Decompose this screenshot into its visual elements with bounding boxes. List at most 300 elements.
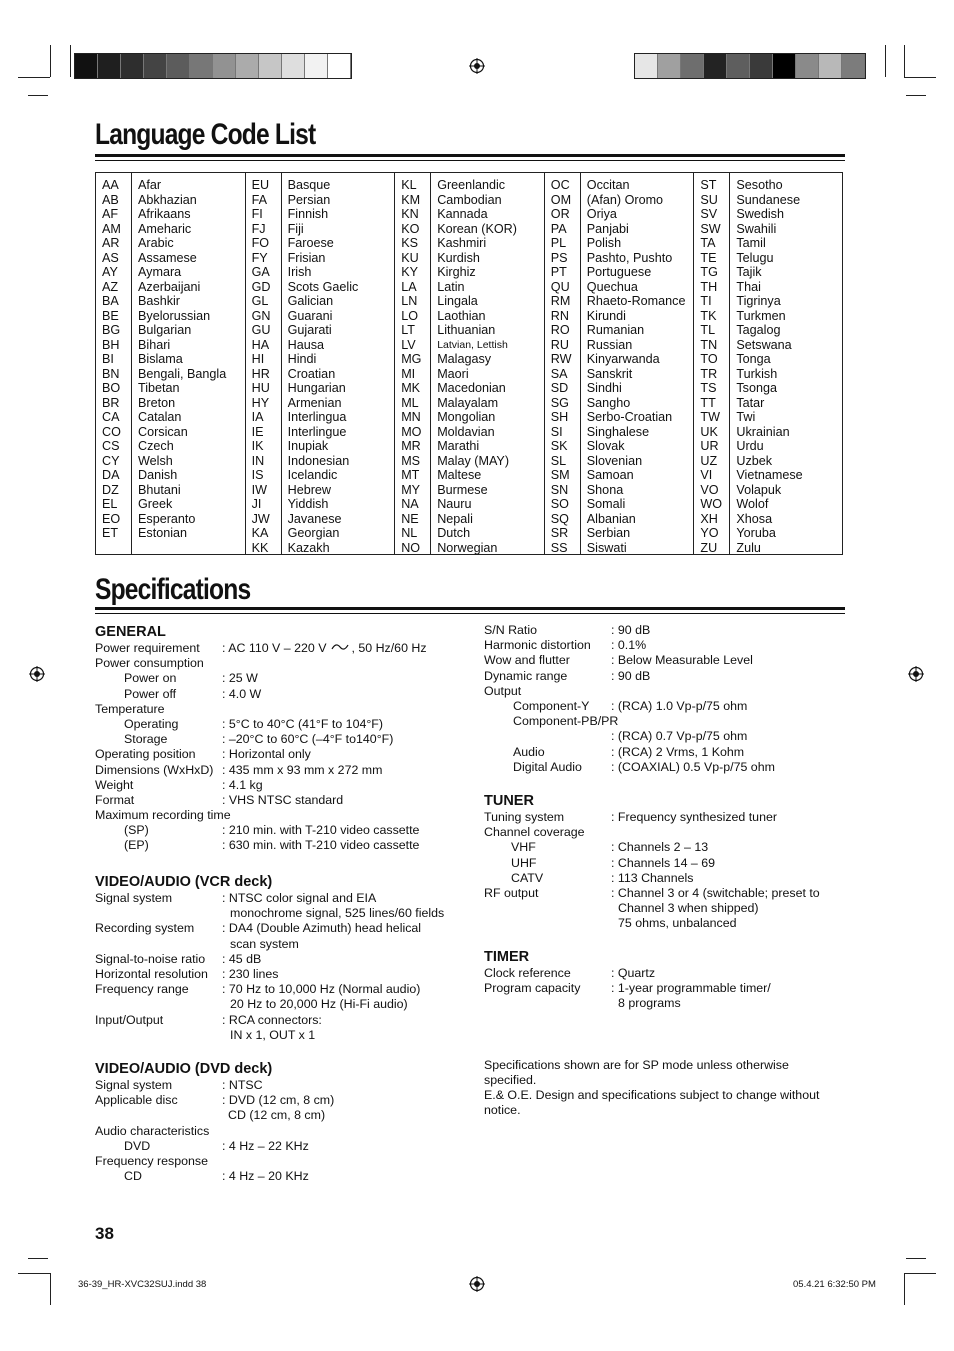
spec-label: Harmonic distortion xyxy=(484,638,591,653)
spec-row xyxy=(484,825,844,840)
color-swatch xyxy=(681,54,704,78)
spec-note: Specifications shown are for SP mode unless otherwise specified. xyxy=(484,1058,789,1088)
spec-row xyxy=(484,901,844,916)
spec-label: CATV xyxy=(511,870,544,885)
language-code: KY xyxy=(401,265,418,279)
language-name: Estonian xyxy=(138,526,188,540)
general-heading: GENERAL xyxy=(95,624,166,640)
spec-value xyxy=(222,793,343,808)
spec-value xyxy=(222,921,421,936)
spec-label: Weight xyxy=(95,777,134,792)
spec-label: Dynamic range xyxy=(484,668,568,683)
language-code-column xyxy=(395,173,431,554)
language-code: AS xyxy=(102,250,119,265)
language-code: KS xyxy=(401,236,418,250)
language-code: TO xyxy=(700,352,718,366)
language-code: SD xyxy=(550,381,569,395)
spec-value xyxy=(222,891,376,906)
language-code: MT xyxy=(401,468,420,482)
language-name: Georgian xyxy=(287,526,340,540)
language-code: TA xyxy=(700,236,716,250)
language-code: HR xyxy=(251,366,270,381)
spec-value xyxy=(222,1013,322,1028)
spec-label: Audio characteristics xyxy=(95,1123,210,1138)
spec-value-text: : AC 110 V – 220 V xyxy=(222,641,327,655)
spec-label: UHF xyxy=(511,855,537,870)
language-name: Kurdish xyxy=(437,250,480,265)
language-name: Czech xyxy=(138,439,174,453)
language-name: Tonga xyxy=(736,352,771,366)
registration-mark-icon xyxy=(29,666,45,682)
spec-label: Channel coverage xyxy=(484,825,585,840)
language-code: FJ xyxy=(251,221,266,236)
language-name: Kashmiri xyxy=(437,236,487,250)
spec-label: Output xyxy=(484,683,522,698)
language-name: Korean (KOR) xyxy=(437,221,517,236)
language-code: LN xyxy=(401,294,418,308)
language-code: CO xyxy=(102,424,121,439)
registration-mark-icon xyxy=(469,58,485,74)
language-code: NA xyxy=(401,497,419,511)
spec-label: (SP) xyxy=(124,823,149,838)
language-code: AZ xyxy=(102,279,119,294)
language-group xyxy=(395,173,545,554)
spec-value-text: Channel 3 when shipped) xyxy=(618,901,759,916)
language-code: OR xyxy=(550,207,570,221)
language-name-column xyxy=(431,173,517,554)
language-code: YO xyxy=(700,526,719,540)
language-name: Kinyarwanda xyxy=(586,352,660,366)
language-name: Rhaeto-Romance xyxy=(586,294,686,308)
spec-row xyxy=(95,967,475,982)
language-code: CS xyxy=(102,439,120,453)
language-name: Frisian xyxy=(287,250,326,265)
language-name: Inupiak xyxy=(287,439,329,453)
language-code: BO xyxy=(102,381,121,395)
language-code: SI xyxy=(550,424,563,439)
spec-value xyxy=(611,981,771,996)
language-code: MG xyxy=(401,352,422,366)
color-swatch xyxy=(305,54,328,78)
language-code: KK xyxy=(251,540,269,555)
spec-value xyxy=(611,638,646,653)
language-name: Afar xyxy=(138,178,162,192)
language-code: NE xyxy=(401,511,419,526)
spec-row xyxy=(95,641,475,656)
spec-label: Digital Audio xyxy=(513,759,582,774)
audio-spec-list xyxy=(484,623,844,775)
spec-label: Format xyxy=(95,792,135,807)
language-name: Galician xyxy=(287,294,334,308)
spec-row xyxy=(484,916,844,931)
spec-label: DVD xyxy=(124,1138,151,1153)
language-code: MO xyxy=(401,424,422,439)
spec-value xyxy=(222,717,383,732)
spec-label: Input/Output xyxy=(95,1012,164,1027)
spec-label: Signal system xyxy=(95,891,173,905)
language-code: VO xyxy=(700,482,719,497)
spec-value-text: : Frequency synthesized tuner xyxy=(611,810,777,824)
language-code: OC xyxy=(550,178,570,192)
spec-value xyxy=(222,671,258,686)
language-code: ST xyxy=(700,178,717,192)
spec-label: Audio xyxy=(513,744,545,759)
language-code: GU xyxy=(251,323,271,337)
spec-label: RF output xyxy=(484,885,539,900)
spec-value xyxy=(611,623,650,638)
language-code: XH xyxy=(700,511,718,526)
color-swatch xyxy=(259,54,282,78)
language-name: Sesotho xyxy=(736,178,783,192)
language-name: Malayalam xyxy=(437,395,499,410)
language-code: FA xyxy=(251,192,267,207)
language-code: LV xyxy=(401,337,416,352)
language-code: CY xyxy=(102,453,120,468)
spec-row xyxy=(95,747,475,762)
language-code: MK xyxy=(401,381,421,395)
vcr-deck-heading: VIDEO/AUDIO (VCR deck) xyxy=(95,874,273,890)
language-name: Hungarian xyxy=(287,381,346,395)
language-name: Greenlandic xyxy=(437,178,506,192)
spec-value xyxy=(222,1139,309,1154)
language-name: Nepali xyxy=(437,511,473,526)
language-name: Sundanese xyxy=(736,192,801,207)
spec-value-text: : 210 min. with T-210 video cassette xyxy=(222,823,420,838)
language-name: Finnish xyxy=(287,207,329,221)
language-code: KM xyxy=(401,192,421,207)
language-code: GL xyxy=(251,294,269,308)
language-name: Macedonian xyxy=(437,381,506,395)
color-swatch xyxy=(282,54,305,78)
spec-row xyxy=(95,838,475,853)
color-swatch xyxy=(773,54,796,78)
language-code: MS xyxy=(401,453,421,468)
language-name: Hausa xyxy=(287,337,324,352)
spec-value xyxy=(618,996,681,1011)
spec-row xyxy=(484,871,844,886)
spec-value-text: : (RCA) 1.0 Vp-p/75 ohm xyxy=(611,698,748,713)
footer-filename: 36-39_HR-XVC32SUJ.indd 38 xyxy=(78,1279,207,1290)
spec-row xyxy=(484,699,844,714)
language-name: Yiddish xyxy=(287,497,329,511)
language-code: IS xyxy=(251,468,264,482)
spec-row xyxy=(484,653,844,668)
spec-value xyxy=(611,729,747,744)
language-code: TH xyxy=(700,279,718,294)
language-code: AA xyxy=(102,178,119,192)
spec-row xyxy=(95,1139,475,1154)
language-code: EU xyxy=(251,178,270,192)
spec-label: Horizontal resolution xyxy=(95,966,208,981)
language-name: Latin xyxy=(437,279,465,294)
language-name: Thai xyxy=(736,279,761,294)
spec-value xyxy=(618,916,737,931)
language-name: Tigrinya xyxy=(736,294,781,308)
color-swatch xyxy=(98,54,121,78)
language-name: Rumanian xyxy=(586,323,645,337)
language-name: (Afan) Oromo xyxy=(586,192,664,207)
language-code: TG xyxy=(700,265,718,279)
spec-value-text: : 90 dB xyxy=(611,623,651,637)
language-code: SS xyxy=(550,540,568,555)
language-code: SW xyxy=(700,221,721,236)
spec-value xyxy=(222,1078,263,1093)
spec-value-text: : 1-year programmable timer/ xyxy=(611,981,771,996)
language-code: BR xyxy=(102,395,120,410)
spec-value-text: : Channel 3 or 4 (switchable; preset to xyxy=(611,885,820,900)
spec-row xyxy=(95,1013,475,1028)
language-code-column xyxy=(694,173,730,554)
language-name: Tibetan xyxy=(138,381,180,395)
language-code: LO xyxy=(401,308,418,323)
language-name: Samoan xyxy=(586,468,634,482)
language-code: SL xyxy=(550,453,567,468)
language-name: Danish xyxy=(138,468,178,482)
language-code: HY xyxy=(251,395,270,410)
spec-label: Wow and flutter xyxy=(484,653,570,668)
language-code: TT xyxy=(700,395,716,410)
color-swatch xyxy=(328,54,351,78)
language-code: IA xyxy=(251,410,264,424)
language-name: Oriya xyxy=(586,207,617,221)
spec-value xyxy=(222,641,427,656)
spec-value xyxy=(230,997,408,1012)
color-calibration-bar-right xyxy=(634,53,866,79)
language-name: Lithuanian xyxy=(437,323,496,337)
spec-value xyxy=(230,937,299,952)
color-swatch xyxy=(796,54,819,78)
language-code: TI xyxy=(700,294,712,308)
language-name: Byelorussian xyxy=(138,308,211,323)
timer-spec-list xyxy=(484,966,844,1012)
footer-timestamp: 05.4.21 6:32:50 PM xyxy=(793,1279,876,1290)
language-name: Gujarati xyxy=(287,323,332,337)
spec-value xyxy=(222,1093,334,1108)
language-name: Bulgarian xyxy=(138,323,192,337)
language-code-list-heading: Language Code List xyxy=(95,118,316,151)
language-code: ET xyxy=(102,526,119,540)
spec-label: Component-Y xyxy=(513,698,590,713)
spec-value-text: : 4 Hz – 20 KHz xyxy=(222,1169,309,1184)
language-code: BE xyxy=(102,308,119,323)
spec-label: Tuning system xyxy=(484,810,565,824)
spec-row xyxy=(95,937,475,952)
spec-row xyxy=(95,732,475,747)
spec-row xyxy=(484,996,844,1011)
language-code: SV xyxy=(700,207,718,221)
page-number: 38 xyxy=(95,1224,114,1243)
language-name: Croatian xyxy=(287,366,336,381)
language-code: IN xyxy=(251,453,265,468)
language-name: Tajik xyxy=(736,265,762,279)
language-name: Zulu xyxy=(736,540,761,555)
spec-value-text: : DVD (12 cm, 8 cm) xyxy=(222,1093,335,1108)
language-name: Siswati xyxy=(586,540,627,555)
language-name: Sindhi xyxy=(586,381,622,395)
spec-row xyxy=(95,1078,475,1093)
language-name: Burmese xyxy=(437,482,488,497)
spec-value xyxy=(222,1169,309,1184)
spec-label: Operating position xyxy=(95,747,196,762)
spec-value xyxy=(611,745,744,760)
spec-value-text: : NTSC color signal and EIA xyxy=(222,891,377,905)
language-code: MN xyxy=(401,410,421,424)
color-swatch xyxy=(658,54,681,78)
registration-mark-icon xyxy=(469,1276,485,1292)
language-code: AY xyxy=(102,265,118,279)
spec-value xyxy=(230,1028,315,1043)
general-spec-list xyxy=(95,641,475,854)
language-name: Bengali, Bangla xyxy=(138,366,227,381)
spec-label: Power on xyxy=(124,671,177,686)
language-name: Sanskrit xyxy=(586,366,633,381)
spec-note: E.& O.E. Design and specifications subject to change without notice. xyxy=(484,1088,820,1118)
color-swatch xyxy=(213,54,236,78)
language-name: Swedish xyxy=(736,207,784,221)
language-name: Singhalese xyxy=(586,424,650,439)
language-code: KU xyxy=(401,250,419,265)
language-name: Occitan xyxy=(586,178,630,192)
language-name: Guarani xyxy=(287,308,333,323)
language-name: Xhosa xyxy=(736,511,773,526)
language-name: Esperanto xyxy=(138,511,196,526)
language-code: UK xyxy=(700,424,718,439)
language-name: Interlingua xyxy=(287,410,347,424)
language-code: KA xyxy=(251,526,269,540)
spec-value-text: IN x 1, OUT x 1 xyxy=(230,1027,316,1042)
language-code: RN xyxy=(550,308,569,323)
spec-row xyxy=(95,1108,475,1123)
language-name: Javanese xyxy=(287,511,342,526)
language-name: Panjabi xyxy=(586,221,629,236)
language-name: Wolof xyxy=(736,497,769,511)
language-name: Maltese xyxy=(437,468,482,482)
spec-row xyxy=(484,966,844,981)
language-code: UR xyxy=(700,439,719,453)
language-code: TW xyxy=(700,410,720,424)
color-swatch xyxy=(190,54,213,78)
spec-row xyxy=(484,810,844,825)
language-name: Kirundi xyxy=(586,308,626,323)
language-code: SG xyxy=(550,395,569,410)
spec-value-text: scan system xyxy=(230,936,299,951)
spec-label: CD xyxy=(124,1169,142,1184)
timer-heading: TIMER xyxy=(484,949,530,965)
language-name: Corsican xyxy=(138,424,188,439)
spec-row xyxy=(484,638,844,653)
language-code: LA xyxy=(401,279,417,294)
language-name: Bashkir xyxy=(138,294,180,308)
spec-value-text: : 630 min. with T-210 video cassette xyxy=(222,838,420,853)
language-name: Tamil xyxy=(736,236,766,250)
spec-value-text: : NTSC xyxy=(222,1078,263,1092)
language-name: Pashto, Pushto xyxy=(586,250,673,265)
spec-row xyxy=(95,671,475,686)
language-name: Kirghiz xyxy=(437,265,476,279)
language-code: JI xyxy=(251,497,262,511)
language-code: AB xyxy=(102,192,119,207)
language-code: OM xyxy=(550,192,572,207)
language-name: Faroese xyxy=(287,236,334,250)
spec-value xyxy=(611,840,708,855)
spec-row xyxy=(484,745,844,760)
language-name-column xyxy=(282,173,359,554)
language-code-column xyxy=(545,173,581,554)
language-name: Irish xyxy=(287,265,312,279)
spec-value-text: : VHS NTSC standard xyxy=(222,792,344,807)
language-code-table xyxy=(95,172,843,555)
spec-value-text: : (RCA) 0.7 Vp-p/75 ohm xyxy=(611,729,748,744)
spec-row xyxy=(95,808,475,823)
language-code: ZU xyxy=(700,540,718,555)
language-name: Nauru xyxy=(437,497,472,511)
language-name: Kazakh xyxy=(287,540,330,555)
color-swatch xyxy=(75,54,98,78)
spec-value-text: : 25 W xyxy=(222,671,258,686)
spec-row xyxy=(95,793,475,808)
spec-row xyxy=(95,687,475,702)
spec-value xyxy=(222,952,261,967)
color-swatch xyxy=(727,54,750,78)
language-code: SR xyxy=(550,526,569,540)
language-code: HA xyxy=(251,337,270,352)
spec-value-text: : Below Measurable Level xyxy=(611,653,753,668)
spec-row xyxy=(95,952,475,967)
language-code: RU xyxy=(550,337,569,352)
spec-value xyxy=(222,823,419,838)
language-code: SU xyxy=(700,192,718,207)
spec-value-text: : 70 Hz to 10,000 Hz (Normal audio) xyxy=(222,982,421,997)
language-code: AF xyxy=(102,207,119,221)
spec-row xyxy=(95,1093,475,1108)
color-swatch xyxy=(167,54,190,78)
language-code: RO xyxy=(550,323,570,337)
spec-row xyxy=(95,1169,475,1184)
spec-value xyxy=(222,838,419,853)
dvd-spec-list xyxy=(95,1078,475,1184)
spec-value-text: : (RCA) 2 Vrms, 1 Kohm xyxy=(611,744,745,759)
language-name: Hebrew xyxy=(287,482,331,497)
spec-value-text: : 113 Channels xyxy=(611,870,694,885)
spec-value-text: CD (12 cm, 8 cm) xyxy=(228,1108,326,1123)
language-name: Aymara xyxy=(138,265,182,279)
spec-value-text: : 4 Hz – 22 KHz xyxy=(222,1138,309,1153)
language-name: Urdu xyxy=(736,439,764,453)
language-code: RM xyxy=(550,294,571,308)
color-swatch xyxy=(121,54,144,78)
language-name: Malay (MAY) xyxy=(437,453,510,468)
language-name: Sangho xyxy=(586,395,631,410)
heading-rule xyxy=(95,154,845,157)
language-name: Turkmen xyxy=(736,308,786,323)
dvd-deck-heading: VIDEO/AUDIO (DVD deck) xyxy=(95,1061,273,1077)
spec-label: (EP) xyxy=(124,838,149,853)
spec-value xyxy=(611,653,753,668)
language-name: Latvian, Lettish xyxy=(437,338,508,351)
spec-value xyxy=(611,871,693,886)
language-name: Slovak xyxy=(586,439,625,453)
language-code: FI xyxy=(251,207,263,221)
language-code: AM xyxy=(102,221,121,236)
color-swatch xyxy=(819,54,842,78)
spec-value xyxy=(222,778,263,793)
language-name: Albanian xyxy=(586,511,636,526)
spec-value-text: : 4.1 kg xyxy=(222,777,263,792)
spec-label: Recording system xyxy=(95,921,195,936)
spec-label: Program capacity xyxy=(484,981,581,996)
spec-row xyxy=(95,982,475,997)
ac-wave-icon xyxy=(331,642,349,652)
